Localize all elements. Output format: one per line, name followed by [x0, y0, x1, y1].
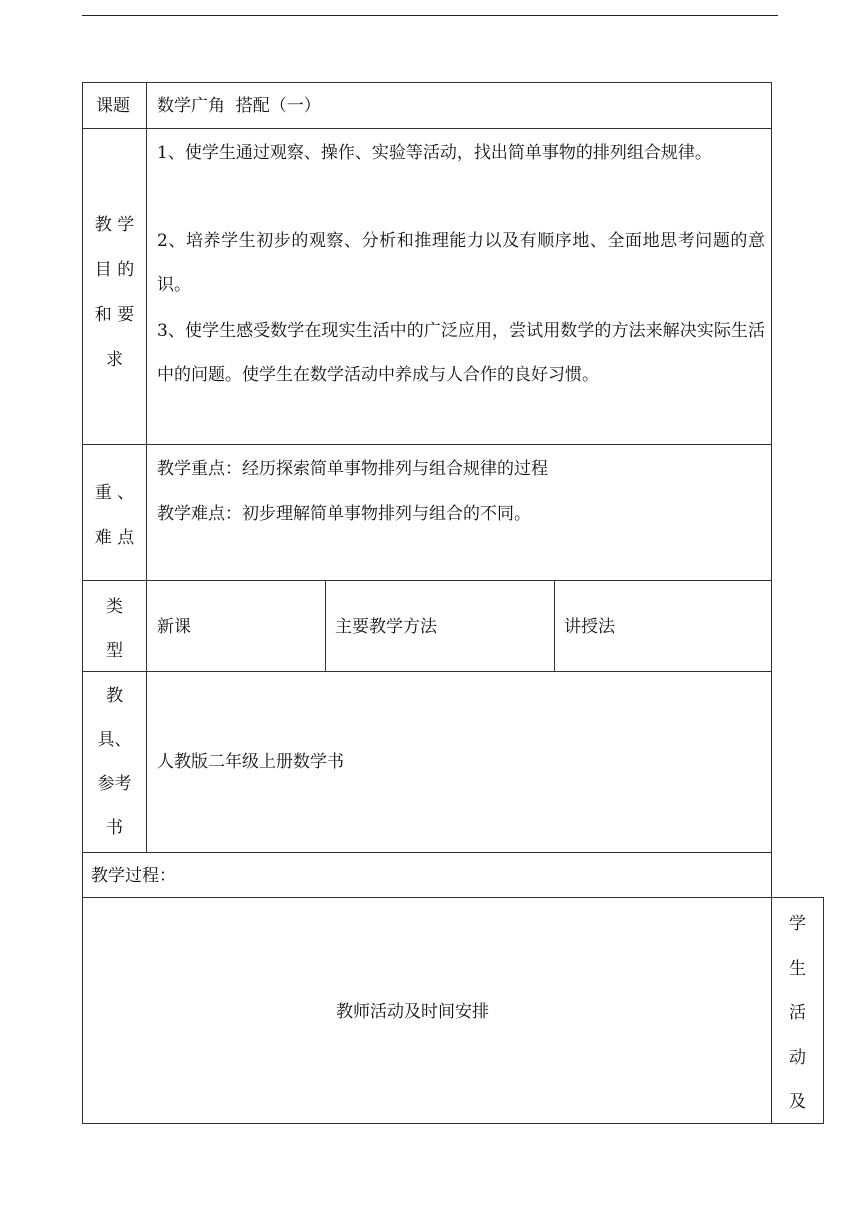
goals-label	[83, 203, 146, 383]
tools-label-line: 书	[106, 818, 123, 838]
type-label	[83, 585, 146, 673]
goals-content-cell	[146, 128, 772, 445]
goal-paragraph-2: 2、培养学生初步的观察、分析和推理能力以及有顺序地、全面地思考问题的意识。	[157, 231, 765, 295]
tools-label-line: 教	[106, 686, 123, 706]
type-value-cell	[146, 580, 326, 672]
student-activity-label	[772, 902, 823, 1125]
tools-label-line: 参考	[97, 774, 132, 794]
student-activity-line: 活	[789, 1003, 806, 1023]
student-activity-line: 生	[789, 958, 806, 979]
method-value-cell	[554, 580, 772, 672]
goals-label-line: 和 要	[94, 305, 135, 325]
tools-label-cell	[82, 671, 147, 853]
goals-label-line: 目 的	[94, 260, 135, 280]
type-label-line: 型	[106, 641, 123, 661]
student-activity-line: 学	[789, 914, 806, 934]
keypoints-label	[83, 471, 146, 561]
type-label-cell	[82, 580, 147, 672]
reference-book: 人教版二年级上册数学书	[157, 752, 344, 772]
method-label: 主要教学方法	[335, 617, 437, 637]
keypoints-label-line: 重 、	[94, 483, 135, 503]
keypoints-content-cell	[146, 444, 772, 581]
tools-label	[83, 674, 146, 850]
keypoints-label-line: 难 点	[94, 528, 135, 548]
title-value-cell	[146, 82, 772, 129]
lesson-title: 数学广角 搭配（一）	[157, 96, 321, 116]
lesson-type: 新课	[157, 617, 191, 637]
goal-paragraph-1: 1、使学生通过观察、操作、实验等活动，找出简单事物的排列组合规律。	[157, 143, 712, 163]
student-activity-cell	[771, 897, 824, 1124]
title-label-cell	[82, 82, 147, 129]
goals-label-cell	[82, 128, 147, 445]
teaching-difficulty: 教学难点：初步理解简单事物排列与组合的不同。	[157, 504, 531, 524]
tools-label-line: 具、	[97, 730, 132, 750]
goals-label-line: 教 学	[94, 215, 135, 235]
goal-paragraph-3: 3、使学生感受数学在现实生活中的广泛应用，尝试用数学的方法来解决实际生活中的问题。使学生在数学活动中养成与人合作的良好习惯。	[157, 321, 765, 385]
process-cell	[82, 852, 772, 898]
method-value: 讲授法	[564, 617, 615, 637]
type-label-line: 类	[106, 597, 123, 617]
goals-label-line: 求	[106, 350, 123, 370]
process-label: 教学过程：	[91, 866, 176, 886]
teacher-activity-label: 教师活动及时间安排	[336, 1002, 489, 1022]
teacher-activity-cell	[82, 897, 772, 1124]
student-activity-line: 动	[789, 1047, 806, 1068]
keypoints-label-cell	[82, 444, 147, 581]
teaching-focus: 教学重点：经历探索简单事物排列与组合规律的过程	[157, 459, 548, 479]
student-activity-line: 及	[789, 1092, 806, 1112]
page-header-rule	[82, 15, 778, 16]
title-label: 课题	[96, 96, 130, 116]
method-label-cell	[325, 580, 555, 672]
tools-value-cell	[146, 671, 772, 853]
